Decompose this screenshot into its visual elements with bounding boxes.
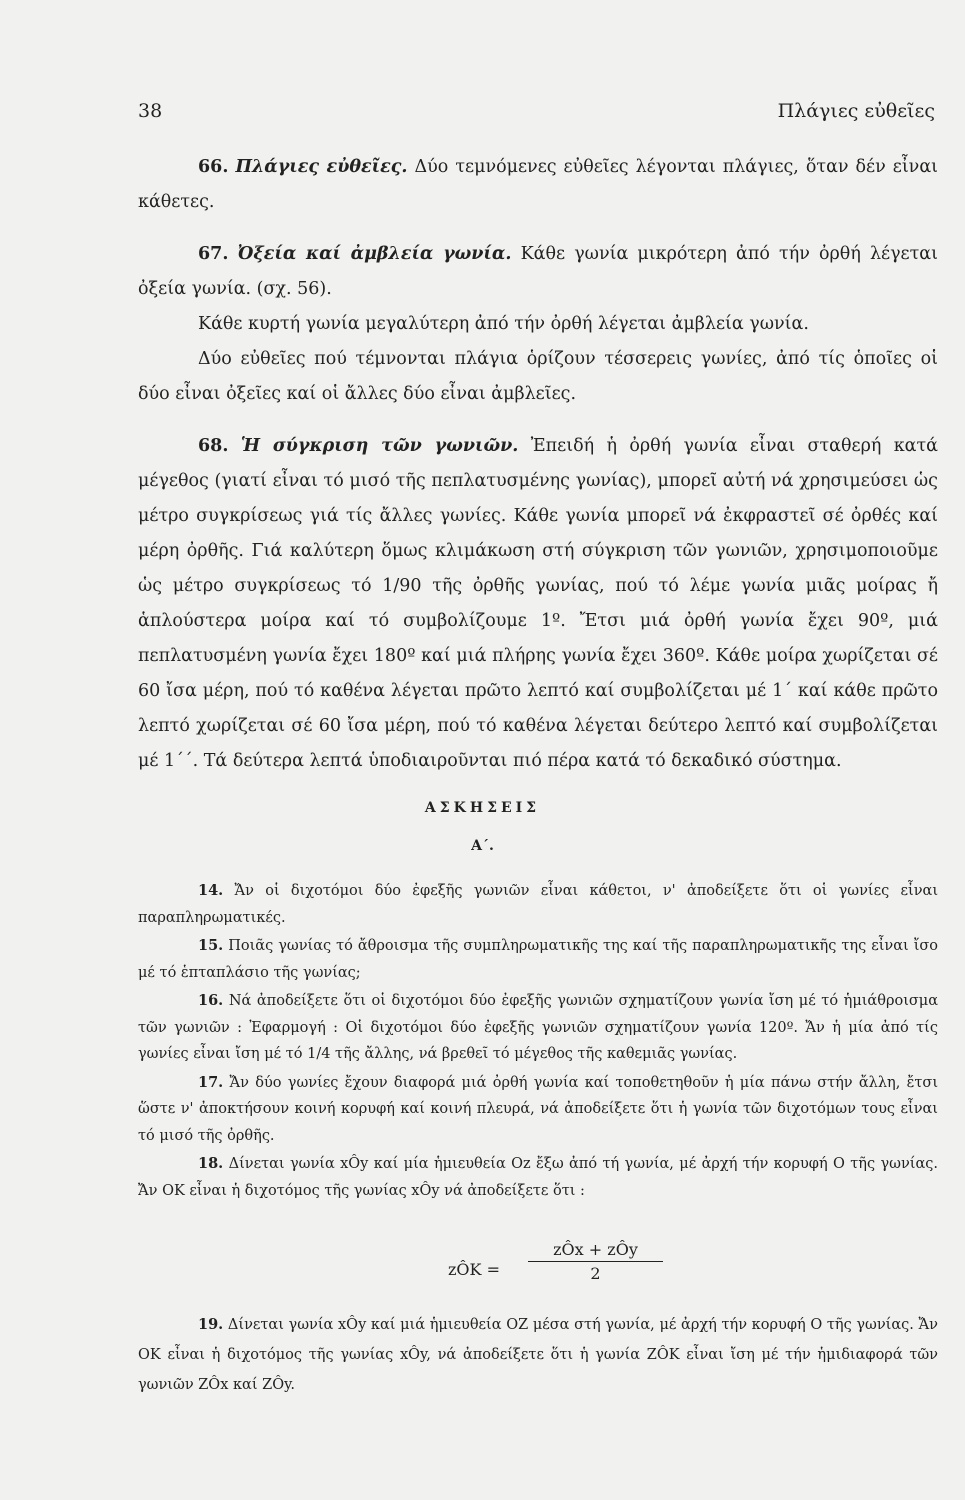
exercise-item (138, 1151, 938, 1204)
section-67 (138, 237, 938, 307)
exercise-item (138, 1310, 938, 1400)
exercise-item (138, 878, 938, 931)
exercise-text: Δίνεται γωνία xÔy καί μία ἡμιευθεία Oz ἔξω ἀπό τή γωνία, μέ ἀρχή τήν κορυφή O τῆς γωνίας. Ἄν OK εἶναι ἡ διχοτόμος τῆς γωνίας xÔy νά ἀποδείξετε ὅτι : (138, 1156, 938, 1199)
exercise-number: 17. (198, 1073, 224, 1091)
exercise-list-continued (138, 1310, 938, 1400)
exercise-list (138, 878, 938, 1204)
formula-fraction (528, 1240, 663, 1283)
exercise-text: Ἄν οἱ διχοτόμοι δύο ἐφεξῆς γωνιῶν εἶναι κάθετοι, ν' ἀποδείξετε ὅτι οἱ γωνίες εἶναι παραπληρωματικές. (138, 883, 939, 926)
section-text: Δύο τεμνόμενες εὐθεῖες λέγονται πλάγιες, ὅταν δέν εἶναι κάθετες. (138, 157, 939, 212)
exercise-text: Ποιᾶς γωνίας τό ἄθροισμα τῆς συμπληρωματικῆς της καί τῆς παραπληρωματικῆς της εἶναι ἴσο μέ τό ἑπταπλάσιο τῆς γωνίας; (138, 938, 939, 981)
exercises-heading: ΑΣΚΗΣΕΙΣ (424, 800, 541, 816)
section-title: Πλάγιες εὐθεῖες. (235, 157, 408, 177)
formula-numerator: zÔx + zÔy (528, 1240, 663, 1262)
exercise-text: Ἄν δύο γωνίες ἔχουν διαφορά μιά ὀρθή γωνία καί τοποθετηθοῦν ἡ μία πάνω στήν ἄλλη, ἔτσι ὥστε ν' ἀποκτήσουν κοινή κορυφή καί κοινή πλευρά, νά ἀποδείξετε ὅτι ἡ γωνία τῶν διχοτόμων τους εἶναι τό μισό τῆς ὀρθῆς. (138, 1074, 939, 1144)
section-title: Ὀξεία καί ἀμβλεία γωνία. (237, 244, 512, 264)
section-68 (138, 429, 938, 779)
exercise-item (138, 1070, 938, 1150)
formula-denominator: 2 (590, 1264, 601, 1283)
section-text: Ἐπειδή ἡ ὀρθή γωνία εἶναι σταθερή κατά μέγεθος (γιατί εἶναι τό μισό τῆς πεπλατυσμένης γωνίας), μπορεῖ αὐτή νά χρησιμεύσει ὡς μέτρο συγκρίσεως γιά τίς ἄλλες γωνίες. Κάθε γωνία μπορεῖ νά ἐκφραστεῖ σέ ὀρθές καί μέρη ὀρθῆς. Γιά καλύτερη ὅμως κλιμάκωση στή σύγκριση τῶν γωνιῶν, χρησιμοποιοῦμε ὡς μέτρο συγκρίσεως τό 1/90 τῆς ὀρθῆς γωνίας, πού τό λέμε γωνία μιᾶς μοίρας ἤ ἁπλούστερα μοίρα καί τό συμβολίζουμε 1º. Ἔτσι μιά ὀρθή γωνία ἔχει 90º, μιά πεπλατυσμένη γωνία ἔχει 180º καί μιά πλήρης γωνία ἔχει 360º. Κάθε μοίρα χωρίζεται σέ 60 ἴσα μέρη, πού τό καθένα λέγεται πρῶτο λεπτό καί συμβολίζεται μέ 1΄ καί κάθε πρῶτο λεπτό χωρίζεται σέ 60 ἴσα μέρη, πού τό καθένα λέγεται δεύτερο λεπτό καί συμβολίζεται μέ 1΄΄. Τά δεύτερα λεπτά ὑποδιαιροῦνται πιό πέρα κατά τό δεκαδικό σύστημα. (138, 436, 938, 771)
section-66 (138, 150, 938, 220)
paragraph: Δύο εὐθεῖες πού τέμνονται πλάγια ὁρίζουν τέσσερεις γωνίες, ἀπό τίς ὁποῖες οἱ δύο εἶναι ὀξεῖες καί οἱ ἄλλες δύο εἶναι ἀμβλεῖες. (138, 349, 938, 404)
exercise-item (138, 933, 938, 986)
formula-lhs: zÔK = (448, 1260, 500, 1279)
exercise-number: 19. (198, 1316, 224, 1333)
exercises-subheading: Α΄. (471, 838, 494, 854)
exercise-text: Νά ἀποδείξετε ὅτι οἱ διχοτόμοι δύο ἐφεξῆς γωνιῶν σχηματίζουν γωνία ἴση μέ τό ἡμιάθροισμα τῶν γωνιῶν : Ἐφαρμογή : Οἱ διχοτόμοι δύο ἐφεξῆς γωνιῶν σχηματίζουν γωνία 120º. Ἄν ἡ μία ἀπό τίς γωνίες εἶναι ἴση μέ τό 1/4 τῆς ἄλλης, νά βρεθεῖ τό μέγεθος τῆς καθεμιᾶς γωνίας. (138, 993, 939, 1062)
running-title: Πλάγιες εὐθεῖες (777, 100, 935, 122)
section-number: 66. (198, 157, 229, 177)
page-header (138, 100, 935, 130)
paragraph: Κάθε κυρτή γωνία μεγαλύτερη ἀπό τήν ὀρθή λέγεται ἀμβλεία γωνία. (198, 314, 809, 334)
section-title: Ἡ σύγκριση τῶν γωνιῶν. (240, 436, 519, 456)
section-text: Κάθε γωνία μικρότερη ἀπό τήν ὀρθή λέγεται ὀξεία γωνία. (σχ. 56). (138, 244, 938, 299)
page-number: 38 (138, 100, 163, 122)
exercise-number: 15. (198, 937, 224, 954)
section-number: 68. (198, 436, 229, 456)
section-number: 67. (198, 244, 229, 264)
exercise-text: Δίνεται γωνία xÔy καί μιά ἡμιευθεία OZ μέσα στή γωνία, μέ ἀρχή τήν κορυφή O τῆς γωνίας. Ἄν OK εἶναι ἡ διχοτόμος τῆς γωνίας xÔy, νά ἀποδείξετε ὅτι ἡ γωνία ZÔK εἶναι ἴση μέ τήν ἡμιδιαφορά τῶν γωνιῶν ZÔx καί ZÔy. (138, 1317, 938, 1393)
main-text (138, 150, 938, 779)
exercise-number: 18. (198, 1155, 224, 1172)
exercise-number: 16. (198, 992, 224, 1009)
exercise-number: 14. (198, 882, 224, 899)
exercise-item (138, 988, 938, 1068)
